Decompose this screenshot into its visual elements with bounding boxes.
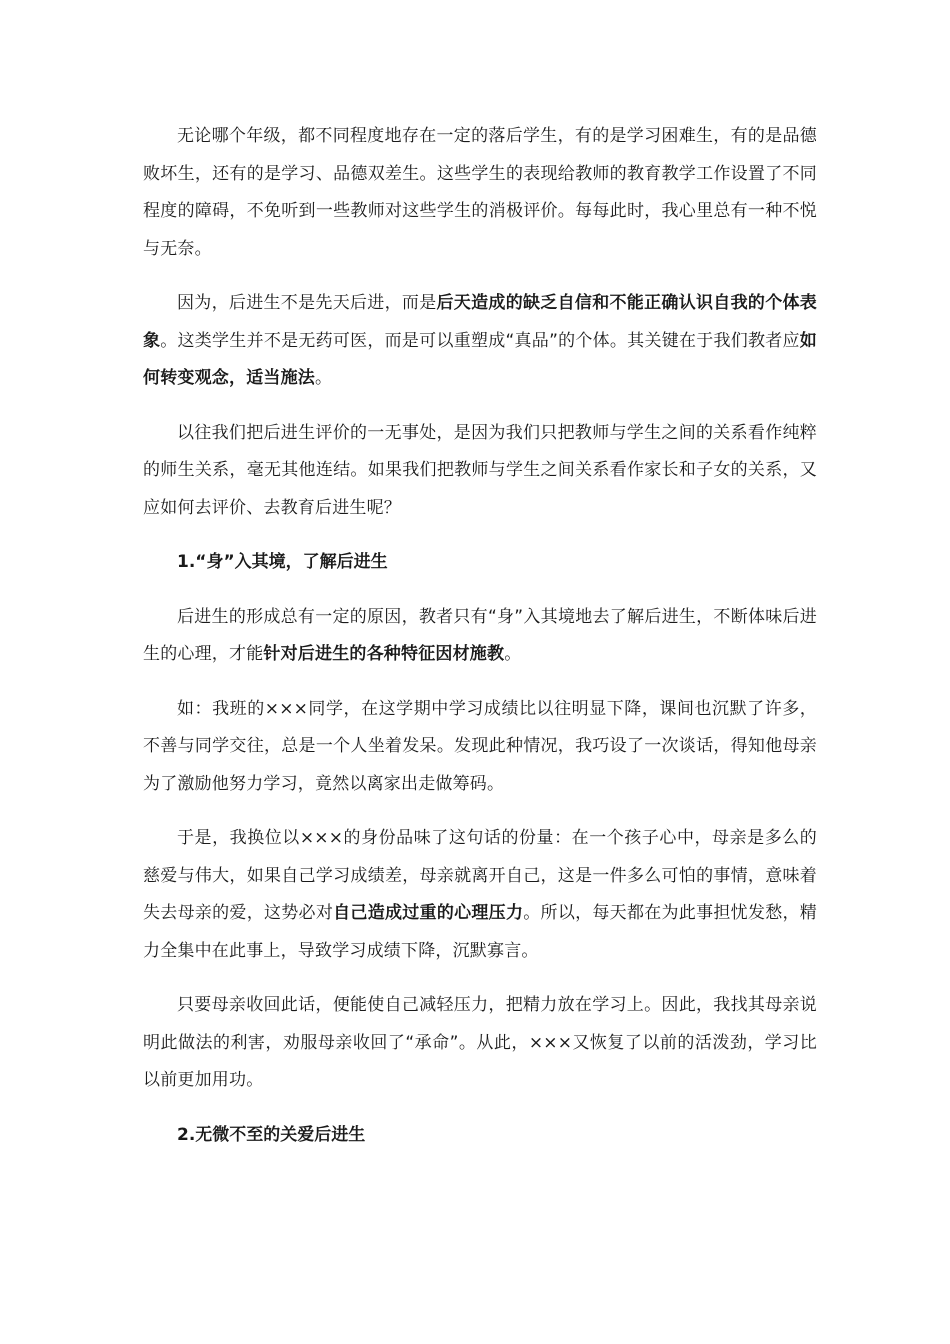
section-heading-1: 1.“身”入其境，了解后进生 [177, 552, 388, 572]
emphasis-text: 后天造成的缺乏自信和不能正确认识自我的个体表象 [143, 293, 817, 351]
paragraph-4: 后进生的形成总有一定的原因，教者只有“身”入其境地去了解后进生，不断体味后进生的心理，才能针对后进生的各种特征因材施教。 [143, 606, 817, 664]
paragraph-1: 无论哪个年级，都不同程度地存在一定的落后学生，有的是学习困难生，有的是品德败坏生，还有的是学习、品德双差生。这些学生的表现给教师的教育教学工作设置了不同程度的障碍，不免听到一些教师对这些学生的消极评价。每每此时，我心里总有一种不悦与无奈。 [143, 126, 817, 259]
document-body [143, 118, 817, 1171]
paragraph-3: 以往我们把后进生评价的一无事处，是因为我们只把教师与学生之间的关系看作纯粹的师生关系，毫无其他连结。如果我们把教师与学生之间关系看作家长和子女的关系，又应如何去评价、去教育后进生呢？ [143, 422, 817, 518]
section-heading-2: 2.无微不至的关爱后进生 [177, 1124, 366, 1145]
emphasis-text: 如何转变观念，适当施法 [143, 330, 817, 388]
paragraph-5: 如：我班的×××同学，在这学期中学习成绩比以往明显下降，课间也沉默了许多，不善与同学交往，总是一个人坐着发呆。发现此种情况，我巧设了一次谈话，得知他母亲为了激励他努力学习，竟然以离家出走做筹码。 [143, 698, 817, 794]
emphasis-text: 针对后进生的各种特征因材施教 [263, 644, 505, 664]
paragraph-6: 于是，我换位以×××的身份品味了这句话的份量：在一个孩子心中，母亲是多么的慈爱与伟大，如果自己学习成绩差，母亲就离开自己，这是一件多么可怕的事情，意味着失去母亲的爱，这势必对自己造成过重的心理压力。所以，每天都在为此事担忧发愁，精力全集中在此事上，导致学习成绩下降，沉默寡言。 [143, 828, 817, 961]
paragraph-7: 只要母亲收回此话，便能使自己减轻压力，把精力放在学习上。因此，我找其母亲说明此做法的利害，劝服母亲收回了“承命”。从此，×××又恢复了以前的活泼劲，学习比以前更加用功。 [143, 995, 817, 1090]
paragraph-2: 因为，后进生不是先天后进，而是后天造成的缺乏自信和不能正确认识自我的个体表象。这类学生并不是无药可医，而是可以重塑成“真品”的个体。其关键在于我们教者应如何转变观念，适当施法。 [143, 293, 817, 388]
emphasis-text: 自己造成过重的心理压力 [333, 903, 524, 923]
